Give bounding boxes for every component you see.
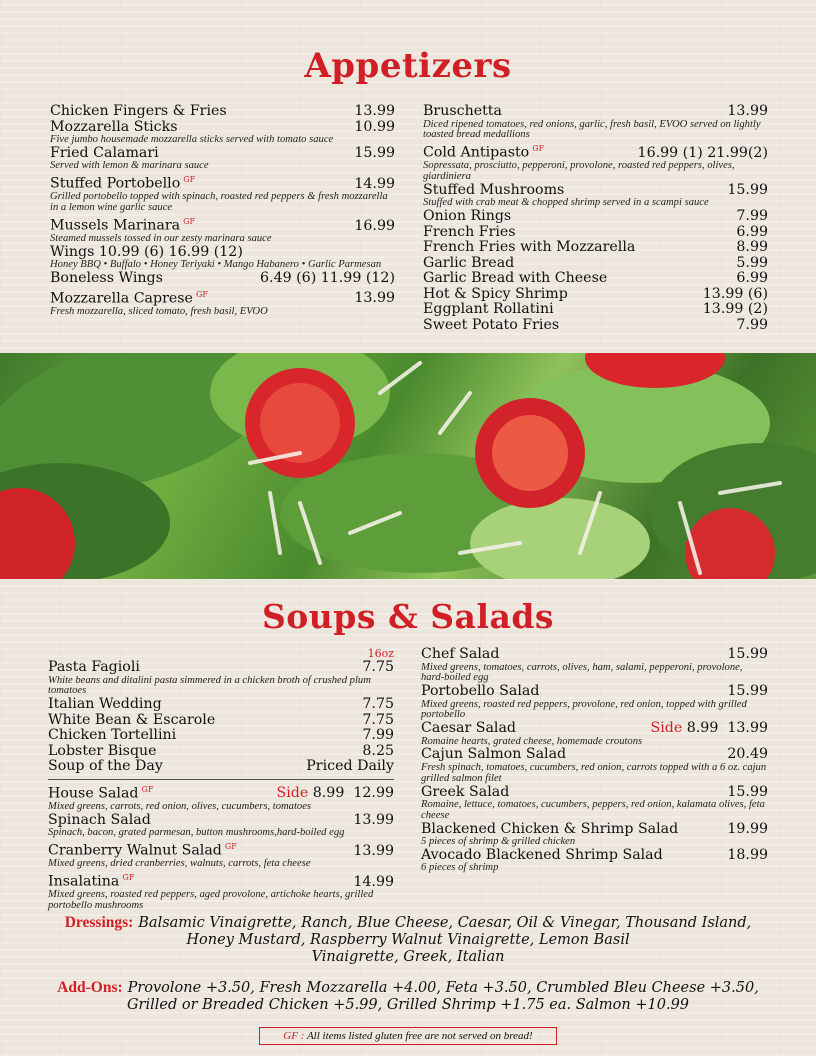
menu-item-price-group <box>727 183 768 199</box>
menu-item-name <box>48 839 237 859</box>
menu-item-name <box>421 684 539 700</box>
menu-item-price-group <box>276 786 394 802</box>
menu-item-row <box>50 245 395 261</box>
menu-item-name-text: White Bean & Escarole <box>48 711 216 728</box>
menu-item-price-group <box>727 785 768 801</box>
menu-item-name-text: Spinach Salad <box>48 811 151 828</box>
gf-note-text: All items listed gluten free are not served on bread! <box>306 1030 533 1042</box>
menu-item <box>423 287 768 303</box>
menu-item-price-group <box>703 287 768 303</box>
menu-item <box>50 271 395 287</box>
appetizers-left-column <box>50 104 395 318</box>
menu-item-row <box>423 271 768 287</box>
menu-item-price: 15.99 <box>727 646 768 662</box>
gluten-free-badge: GF <box>122 872 135 882</box>
menu-item-row <box>50 287 395 307</box>
menu-item-name <box>50 271 163 287</box>
menu-item-description: Mixed greens, dried cranberries, walnuts, carrots, feta cheese <box>48 858 311 870</box>
gf-note-key: GF : <box>283 1030 305 1042</box>
menu-item-price-group <box>703 302 768 318</box>
menu-item-name <box>421 647 499 663</box>
menu-item-price: 13.99 <box>727 103 768 119</box>
menu-item-name <box>423 287 568 303</box>
menu-item-row <box>423 256 768 272</box>
menu-item-price: 6.99 <box>736 223 768 240</box>
menu-item-row <box>423 183 768 199</box>
menu-item <box>423 225 768 241</box>
menu-item-price-group <box>354 177 395 193</box>
menu-item-row <box>423 302 768 318</box>
menu-item <box>423 256 768 272</box>
menu-item-description: Five jumbo housemade mozzarella sticks served with tomato sauce <box>50 134 334 145</box>
menu-item-row <box>48 759 394 775</box>
menu-item-name-text: Lobster Bisque <box>48 742 157 759</box>
menu-item-price-group <box>736 318 768 334</box>
menu-item-price: 15.99 <box>727 683 768 700</box>
menu-item-name-text: Garlic Bread with Cheese <box>423 270 608 287</box>
menu-item <box>48 744 394 760</box>
menu-item-price: 8.99 <box>736 239 768 256</box>
menu-item-price: 16.99 <box>354 217 395 234</box>
menu-item-description: Fresh mozzarella, sliced tomato, fresh basil, EVOO <box>50 305 268 317</box>
menu-item-description: Fresh spinach, tomatoes, cucumbers, red onion, carrots topped with a 6 oz. cajun grilled salmon filet <box>421 761 767 784</box>
menu-item-price: 15.99 <box>354 144 395 161</box>
menu-item <box>423 209 768 225</box>
menu-item-price: 20.49 <box>727 746 768 763</box>
menu-item-description: Romaine hearts, grated cheese, homemade croutons <box>421 735 643 747</box>
menu-item <box>48 839 394 870</box>
menu-item-price-group <box>638 146 768 162</box>
menu-item-name-text: Caesar Salad <box>421 720 516 737</box>
menu-item-name-text: Greek Salad <box>421 783 510 800</box>
gluten-free-badge: GF <box>195 289 208 299</box>
menu-item-name <box>48 744 157 760</box>
menu-item-row <box>421 848 768 864</box>
dressings-label: Dressings: <box>64 914 134 931</box>
addons-line-1: Provolone +3.50, Fresh Mozzarella +4.00, Feta +3.50, Crumbled Bleu Cheese +3.50, <box>127 980 759 996</box>
menu-item-price: 13.99 <box>353 842 394 859</box>
menu-item-price: 13.99 <box>354 290 395 307</box>
menu-item-price-group <box>650 721 768 737</box>
menu-item-description: Sopressata, prosciutto, pepperoni, provolone, roasted red peppers, olives, giardiniera <box>423 160 735 183</box>
menu-item-price: 15.99 <box>727 181 768 198</box>
menu-item-price-group <box>736 271 768 287</box>
menu-item-row <box>423 287 768 303</box>
menu-item <box>48 759 394 775</box>
menu-item-name <box>423 141 544 161</box>
menu-item-name-text: Chef Salad <box>421 646 500 662</box>
menu-item-row <box>48 660 394 676</box>
menu-item-price-group <box>354 104 395 120</box>
menu-item-name <box>48 870 134 890</box>
menu-item-name-text: Sweet Potato Fries <box>423 316 560 333</box>
menu-item-price: 18.99 <box>727 846 768 863</box>
menu-item-name-text: Cranberry Walnut Salad <box>48 842 222 859</box>
menu-item-price-group <box>353 813 394 829</box>
gluten-free-badge: GF <box>183 175 196 185</box>
menu-item <box>48 870 394 912</box>
menu-item-name <box>421 721 516 737</box>
menu-item-price-group <box>354 219 395 235</box>
side-price: 8.99 <box>312 785 345 802</box>
menu-item-name <box>50 214 195 234</box>
menu-item-name <box>48 782 153 802</box>
menu-item <box>50 245 395 271</box>
menu-item-name-text: French Fries <box>423 223 516 240</box>
menu-item-name <box>423 225 516 241</box>
menu-item-price: Priced Daily <box>306 758 394 775</box>
menu-item-description: Mixed greens, tomatoes, carrots, olives, ham, salami, pepperoni, provolone, hard-boiled egg <box>421 661 743 684</box>
dressings-line-1: Balsamic Vinaigrette, Ranch, Blue Cheese, Caesar, Oil & Vinegar, Thousand Island, <box>138 915 752 931</box>
section-divider <box>48 779 394 780</box>
menu-item-name <box>423 256 514 272</box>
menu-item-price: 7.99 <box>736 316 768 333</box>
menu-item-price: 7.99 <box>736 208 768 225</box>
menu-item-price-group <box>362 728 394 744</box>
side-label: Side <box>276 785 309 802</box>
menu-item-row <box>421 785 768 801</box>
menu-item <box>50 120 395 146</box>
menu-item <box>48 660 394 697</box>
dressings-line-3: Vinaigrette, Greek, Italian <box>311 949 505 965</box>
menu-item-name <box>421 747 566 763</box>
menu-item-price: 14.99 <box>354 175 395 192</box>
menu-item-description: Steamed mussels tossed in our zesty marinara sauce <box>50 233 272 245</box>
menu-item-name <box>48 697 162 713</box>
menu-item-description: Mixed greens, carrots, red onion, olives, cucumbers, tomatoes <box>48 800 312 812</box>
menu-item-price-group <box>727 747 768 763</box>
menu-item-row <box>48 782 394 802</box>
menu-item-description: 5 pieces of shrimp & grilled chicken <box>421 836 576 848</box>
menu-item <box>421 684 768 721</box>
dressings-block <box>30 914 786 966</box>
menu-item-price-group <box>362 660 394 676</box>
appetizers-right-column <box>423 104 768 333</box>
menu-item-name-text: Insalatina <box>48 873 120 890</box>
menu-item-name <box>423 240 635 256</box>
menu-item-description: White beans and ditalini pasta simmered in a chicken broth of crushed plum tomatoes <box>48 674 371 697</box>
addons-line-2: Grilled or Breaded Chicken +5.99, Grilled Shrimp +1.75 ea. Salmon +10.99 <box>126 997 690 1013</box>
menu-item-name <box>423 302 554 318</box>
menu-item-name-text: Wings 10.99 (6) 16.99 (12) <box>50 243 243 260</box>
menu-item-name-text: Eggplant Rollatini <box>423 301 554 318</box>
menu-item <box>423 183 768 209</box>
menu-item-name-text: Portobello Salad <box>421 683 540 700</box>
menu-item-price: 13.99 (2) <box>702 301 768 318</box>
menu-item-price-group <box>362 697 394 713</box>
menu-item-price-group <box>736 256 768 272</box>
menu-item-row <box>48 839 394 859</box>
menu-item-name <box>50 146 159 162</box>
menu-item-price-group <box>736 225 768 241</box>
menu-item-row <box>50 146 395 162</box>
menu-item <box>421 848 768 874</box>
menu-item-name <box>50 104 227 120</box>
menu-item <box>423 141 768 183</box>
menu-item-description: Served with lemon & marinara sauce <box>50 160 209 172</box>
menu-item-price: 19.99 <box>727 820 768 837</box>
menu-item <box>50 214 395 245</box>
menu-item-price: 12.99 <box>353 785 394 802</box>
menu-item-name-text: Boneless Wings <box>50 270 163 287</box>
menu-item <box>50 146 395 172</box>
menu-item-name-text: Chicken Fingers & Fries <box>50 103 227 119</box>
menu-item <box>423 302 768 318</box>
menu-item-price: 13.99 (6) <box>702 285 768 302</box>
menu-item-price-group <box>353 875 394 891</box>
menu-item-price-group <box>354 291 395 307</box>
menu-item <box>423 240 768 256</box>
menu-item-price: 6.49 (6) 11.99 (12) <box>260 270 395 287</box>
menu-item-name-text: House Salad <box>48 785 139 802</box>
menu-item-price-group <box>736 209 768 225</box>
menu-item-name <box>50 172 195 192</box>
menu-item-name <box>48 813 151 829</box>
menu-item-name <box>421 785 509 801</box>
menu-item-row <box>50 172 395 192</box>
menu-item-price: 8.25 <box>362 742 394 759</box>
menu-item <box>421 822 768 848</box>
menu-item-price-group <box>354 120 395 136</box>
menu-item-description: Diced ripened tomatoes, red onions, garlic, fresh basil, EVOO served on lightly toasted bread medallions <box>423 118 761 141</box>
menu-item <box>48 713 394 729</box>
menu-item-price: 13.99 <box>727 720 768 737</box>
menu-item-name <box>423 183 564 199</box>
menu-item-name <box>50 245 243 261</box>
menu-item-name-text: Cold Antipasto <box>423 144 530 161</box>
menu-item-price: 13.99 <box>353 811 394 828</box>
menu-item-name-text: Mussels Marinara <box>50 217 181 234</box>
menu-item-price: 14.99 <box>353 873 394 890</box>
menu-item-name <box>48 660 140 676</box>
menu-item-row <box>48 697 394 713</box>
menu-item-name-text: Garlic Bread <box>423 254 515 271</box>
menu-item-row <box>48 744 394 760</box>
menu-item-name-text: Stuffed Portobello <box>50 175 181 192</box>
menu-item <box>50 172 395 214</box>
menu-item-price-group <box>362 713 394 729</box>
menu-item <box>50 104 395 120</box>
menu-item-name <box>421 848 663 864</box>
menu-item-description: Mixed greens, roasted red peppers, provolone, red onion, topped with grilled portobello <box>421 698 747 721</box>
menu-item-description: Honey BBQ • Buffalo • Honey Teriyaki • Mango Habanero • Garlic Parmesan <box>50 259 382 271</box>
menu-item <box>48 728 394 744</box>
menu-item-name-text: Mozzarella Sticks <box>50 118 178 135</box>
menu-item-description: 6 pieces of shrimp <box>421 862 499 874</box>
menu-item-description: Stuffed with crab meat & chopped shrimp served in a scampi sauce <box>423 197 709 209</box>
menu-item-name-text: Cajun Salmon Salad <box>421 746 567 763</box>
menu-item-name-text: Stuffed Mushrooms <box>423 181 565 198</box>
menu-item-name-text: French Fries with Mozzarella <box>423 239 636 256</box>
menu-item-price-group <box>306 759 394 775</box>
menu-item-price-group <box>727 822 768 838</box>
soups-left-column <box>48 648 394 912</box>
menu-item-price-group <box>727 684 768 700</box>
menu-item-row <box>421 822 768 838</box>
menu-item <box>48 779 394 813</box>
menu-item-name-text: Bruschetta <box>423 103 502 119</box>
menu-item-name <box>423 271 607 287</box>
menu-item-row <box>48 713 394 729</box>
gluten-free-badge: GF <box>532 144 545 154</box>
menu-item-name-text: Fried Calamari <box>50 144 159 161</box>
menu-item-name <box>423 104 502 120</box>
menu-item <box>48 697 394 713</box>
menu-item-row <box>423 104 768 120</box>
menu-item-row <box>423 209 768 225</box>
appetizers-title: Appetizers <box>304 46 512 86</box>
menu-item-price-group <box>353 844 394 860</box>
soup-size-label: 16oz <box>367 647 394 660</box>
menu-item-name <box>421 822 678 838</box>
menu-item-name-text: Onion Rings <box>423 208 512 225</box>
menu-item-row <box>423 318 768 334</box>
menu-item <box>421 647 768 684</box>
menu-item-price-group <box>727 848 768 864</box>
salad-photo <box>0 353 816 579</box>
salads-right-column <box>421 647 768 874</box>
menu-item-name <box>423 318 559 334</box>
menu-item-price: 7.75 <box>362 696 394 713</box>
menu-item-row <box>50 104 395 120</box>
menu-item-description: Grilled portobello topped with spinach, roasted red peppers & fresh mozzarella in a lemon wine garlic sauce <box>50 191 388 214</box>
gluten-free-badge: GF <box>224 841 237 851</box>
menu-item-row <box>48 813 394 829</box>
addons-label: Add-Ons: <box>57 979 123 996</box>
menu-item-price: 7.99 <box>362 727 394 744</box>
menu-item-row <box>423 225 768 241</box>
menu-item-name-text: Hot & Spicy Shrimp <box>423 285 568 302</box>
menu-item-row <box>50 271 395 287</box>
menu-item-row <box>421 647 768 663</box>
menu-item-row <box>421 684 768 700</box>
menu-item <box>48 813 394 839</box>
menu-item-price-group <box>354 146 395 162</box>
menu-item-price: 16.99 (1) 21.99(2) <box>637 144 768 161</box>
menu-item-price: 5.99 <box>736 254 768 271</box>
menu-item-name <box>50 287 208 307</box>
menu-item-price-group <box>362 744 394 760</box>
menu-item-name-text: Blackened Chicken & Shrimp Salad <box>421 820 679 837</box>
menu-item-name <box>48 759 163 775</box>
menu-item-row <box>421 747 768 763</box>
menu-item-price-group <box>736 240 768 256</box>
side-price: 8.99 <box>686 720 719 737</box>
menu-item-name-text: Avocado Blackened Shrimp Salad <box>421 846 663 863</box>
gluten-free-badge: GF <box>183 216 196 226</box>
menu-item-row <box>421 721 768 737</box>
menu-item-name <box>423 209 511 225</box>
gluten-free-badge: GF <box>141 784 154 794</box>
menu-item <box>423 318 768 334</box>
menu-item-row <box>423 240 768 256</box>
side-label: Side <box>650 720 683 737</box>
menu-item-row <box>48 728 394 744</box>
menu-item <box>421 747 768 784</box>
menu-item <box>423 271 768 287</box>
menu-item <box>423 104 768 141</box>
menu-item-price-group <box>260 271 395 287</box>
menu-item-description: Mixed greens, roasted red peppers, aged provolone, artichoke hearts, grilled portobello mushrooms <box>48 889 374 911</box>
menu-item-row <box>423 141 768 161</box>
menu-item-price: 7.75 <box>362 711 394 728</box>
menu-item-name-text: Soup of the Day <box>48 758 163 775</box>
menu-item-row <box>50 120 395 136</box>
addons-block <box>30 979 786 1014</box>
menu-item-price-group <box>727 104 768 120</box>
menu-item-name <box>48 713 215 729</box>
menu-item-name-text: Mozzarella Caprese <box>50 290 193 307</box>
menu-item-name-text: Pasta Fagioli <box>48 659 140 675</box>
menu-item <box>421 721 768 747</box>
menu-item-price: 6.99 <box>736 270 768 287</box>
menu-item-price: 10.99 <box>354 118 395 135</box>
soups-salads-title: Soups & Salads <box>261 597 555 636</box>
menu-item-row <box>50 214 395 234</box>
menu-item-name <box>48 728 176 744</box>
menu-item-price: 7.75 <box>362 659 394 675</box>
menu-item-name-text: Italian Wedding <box>48 696 162 713</box>
menu-item-description: Romaine, lettuce, tomatoes, cucumbers, peppers, red onion, kalamata olives, feta cheese <box>421 799 765 821</box>
menu-item-name-text: Chicken Tortellini <box>48 727 177 744</box>
gluten-free-note <box>259 1027 557 1045</box>
dressings-line-2: Honey Mustard, Raspberry Walnut Vinaigrette, Lemon Basil <box>186 932 630 948</box>
menu-item-price: 15.99 <box>727 783 768 800</box>
menu-item-name <box>50 120 177 136</box>
menu-item-price-group <box>727 647 768 663</box>
menu-item-row <box>48 870 394 890</box>
menu-item-description: Spinach, bacon, grated parmesan, button mushrooms,hard-boiled egg <box>48 827 345 839</box>
menu-item <box>50 287 395 318</box>
menu-item-price: 13.99 <box>354 103 395 119</box>
menu-item <box>421 785 768 822</box>
